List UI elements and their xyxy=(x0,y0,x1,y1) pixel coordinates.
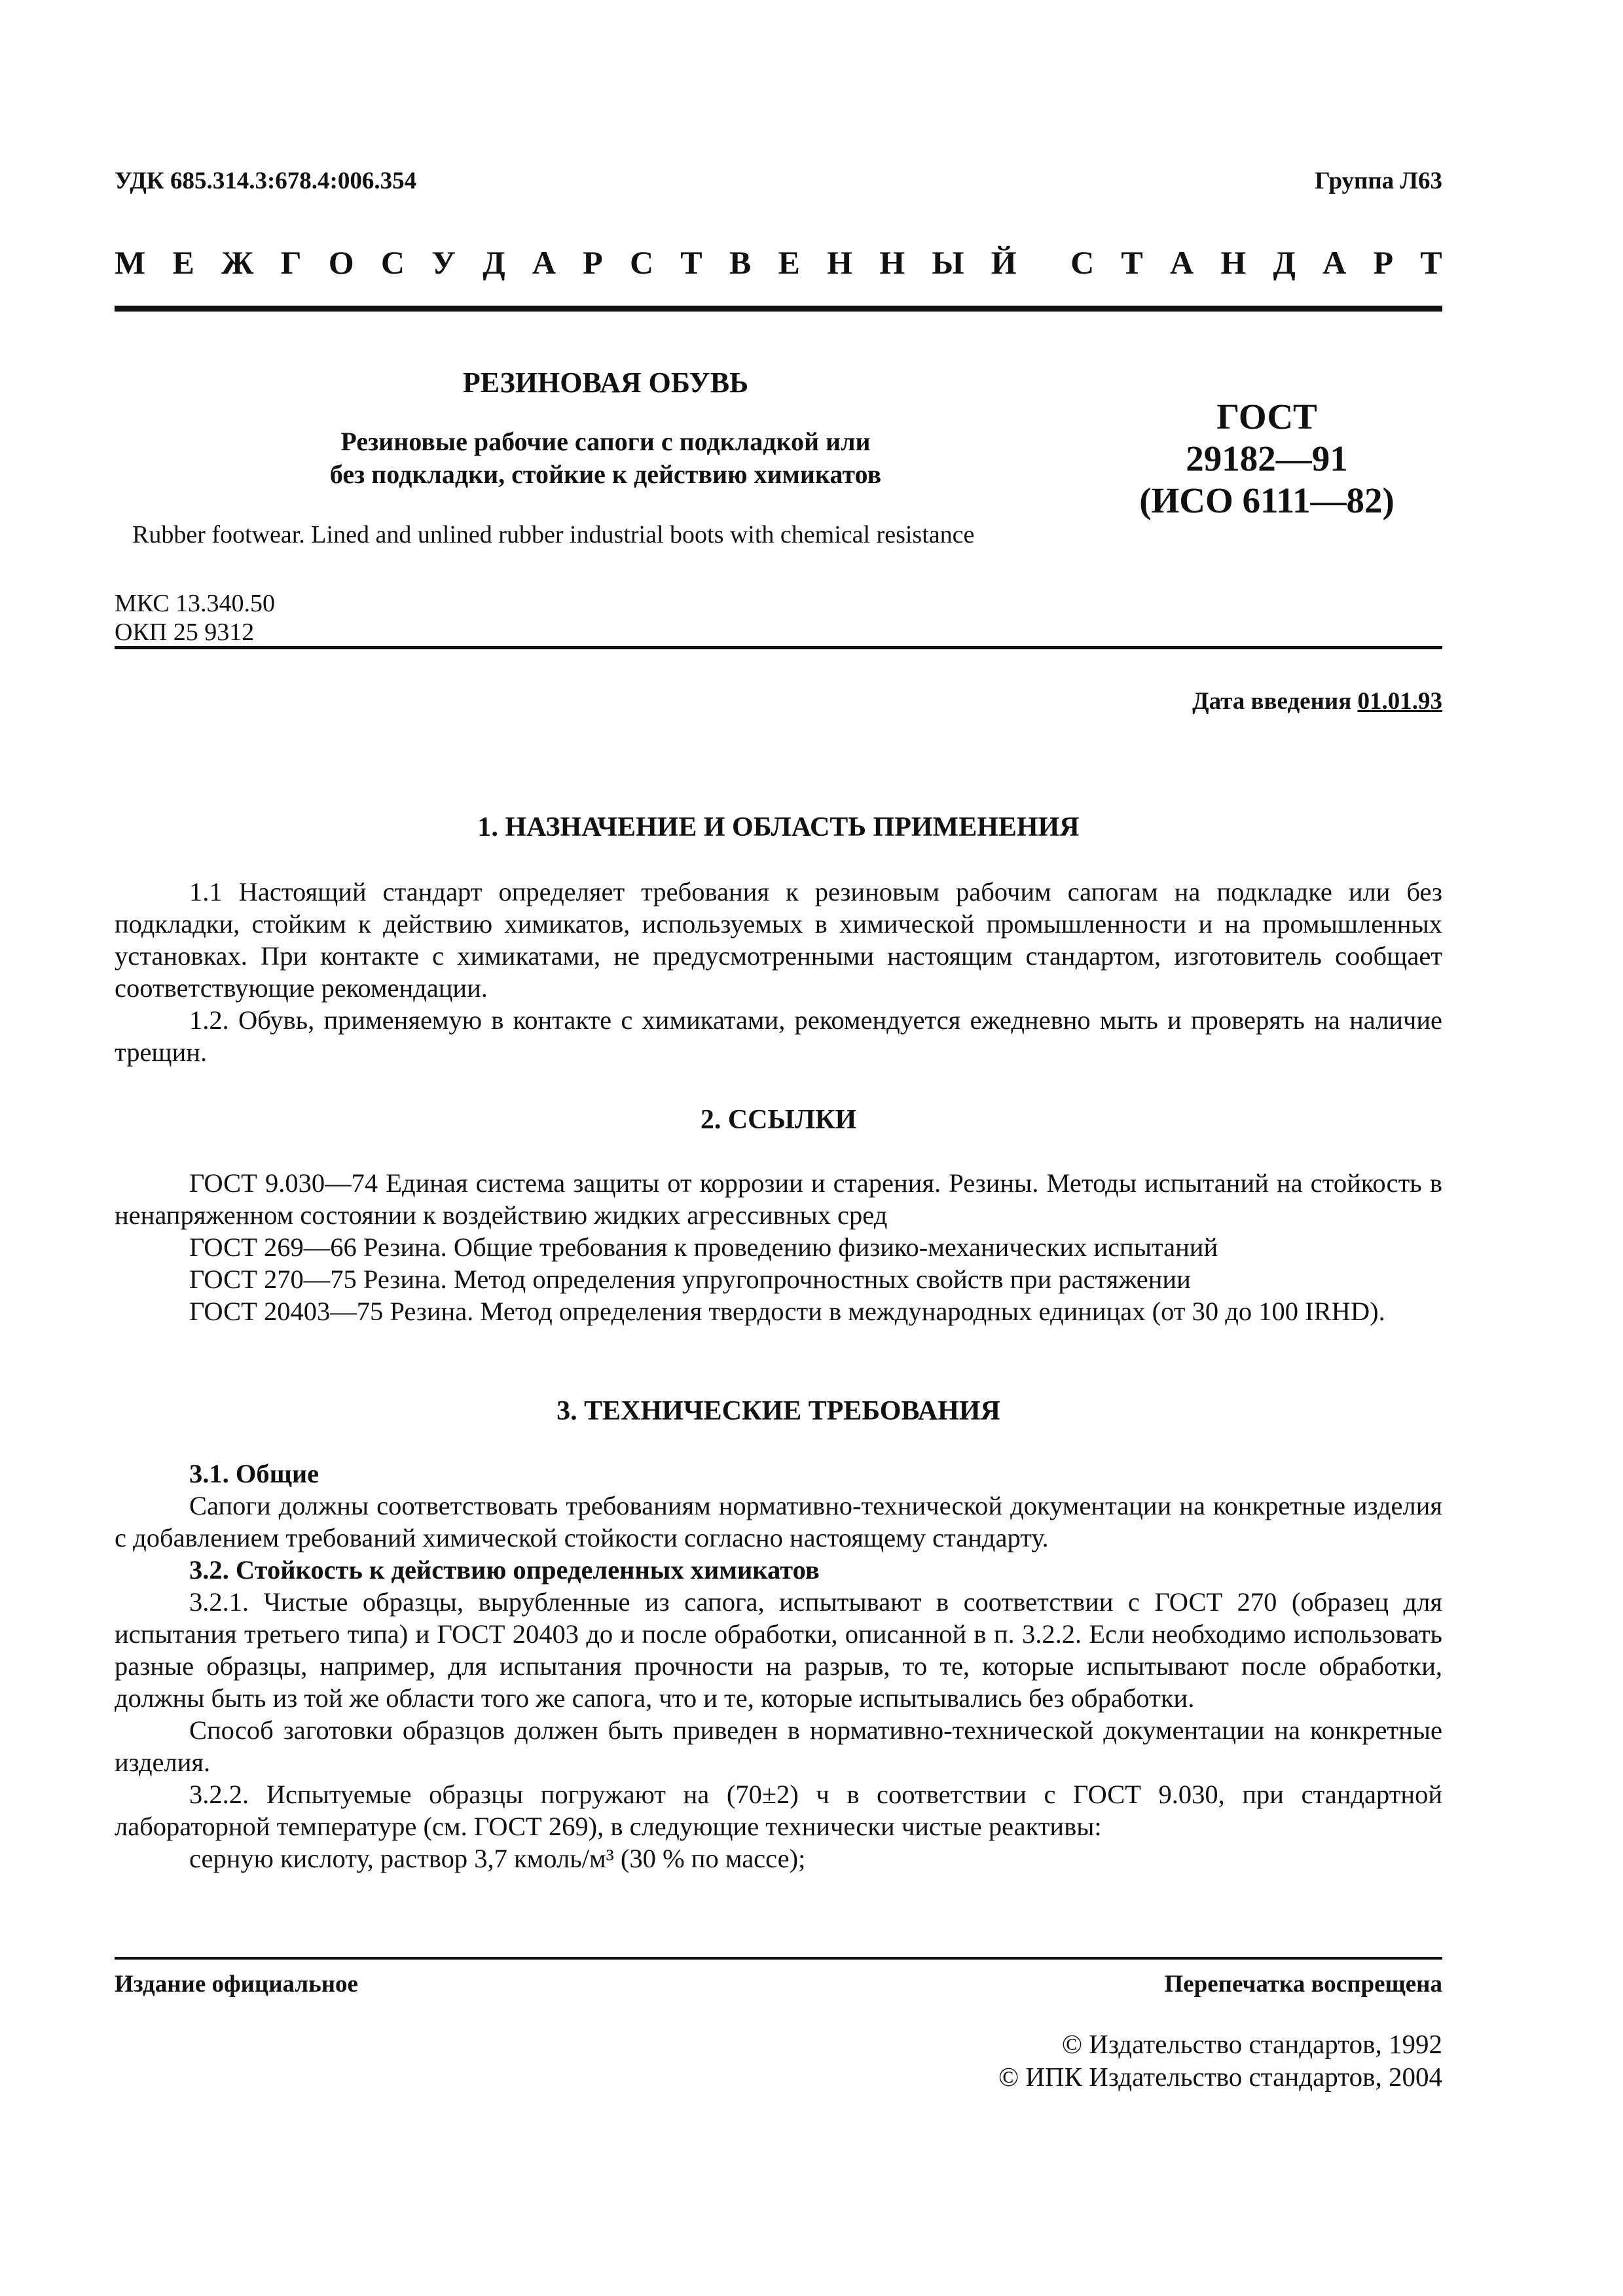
banner-letter: Г xyxy=(280,244,302,281)
banner-letter: О xyxy=(328,244,354,281)
paragraph-3-2-1: 3.2.1. Чистые образцы, вырубленные из сапога, испытывают в соответствии с ГОСТ 270 (образец для испытания третьего типа) и ГОСТ 20403 до и после обработки, описанной в п. 3.2.2. Если необходимо использовать разные образцы, например, для испытания прочности на разрыв, то те, которые испытывают после обработки, должны быть из той же области того же сапога, что и те, которые испытывались без обработки. xyxy=(115,1587,1442,1713)
paragraph-3-1: Сапоги должны соответствовать требованиям нормативно-технической документации на конкретные изделия с добавлением требований химической стойкости согласно настоящему стандарту. xyxy=(115,1491,1442,1552)
group-code: Группа Л63 xyxy=(1315,168,1442,194)
subtitle-line-1: Резиновые рабочие сапоги с подкладкой или xyxy=(340,427,871,456)
banner-letter: А xyxy=(1322,244,1347,281)
banner-letter: Н xyxy=(1220,244,1247,281)
banner-letter: Т xyxy=(1121,244,1143,281)
section-3-heading: 3. ТЕХНИЧЕСКИЕ ТРЕБОВАНИЯ xyxy=(556,1396,1000,1426)
banner-letter: С xyxy=(629,244,654,281)
banner-letter: Ы xyxy=(932,244,964,281)
section-1-heading: 1. НАЗНАЧЕНИЕ И ОБЛАСТЬ ПРИМЕНЕНИЯ xyxy=(477,812,1080,842)
subsection-3-1-heading: 3.1. Общие xyxy=(189,1459,319,1488)
section-3-body xyxy=(115,1458,1442,1874)
copyright-block xyxy=(998,2028,1442,2093)
subsection-3-2-heading: 3.2. Стойкость к действию определенных химикатов xyxy=(189,1555,820,1585)
banner-letter: Й xyxy=(991,244,1017,281)
banner-letter: У xyxy=(431,244,456,281)
banner-letter: С xyxy=(380,244,405,281)
banner-letter: Ж xyxy=(221,244,254,281)
title-divider xyxy=(115,646,1442,649)
subtitle-line-2: без подкладки, стойкие к действию химикатов xyxy=(329,459,882,489)
banner-letter: Е xyxy=(172,244,194,281)
banner-letter: В xyxy=(729,244,752,281)
banner-letter: А xyxy=(1170,244,1194,281)
footer-divider xyxy=(115,1957,1442,1960)
banner-letter: Н xyxy=(879,244,905,281)
banner-letter: С xyxy=(1070,244,1095,281)
banner-letter: А xyxy=(532,244,556,281)
official-edition-label: Издание официальное xyxy=(115,1971,358,1998)
intro-date-value: 01.01.93 xyxy=(1357,688,1442,715)
udk-code: УДК 685.314.3:678.4:006.354 xyxy=(115,168,417,194)
iso-code: (ИСО 6111—82) xyxy=(1139,480,1395,520)
interstate-standard-banner xyxy=(115,243,1442,281)
classification-codes xyxy=(115,589,275,647)
reference-item: ГОСТ 20403—75 Резина. Метод определения твердости в международных единицах (от 30 до 100 IRHD). xyxy=(189,1297,1385,1326)
mks-code: МКС 13.340.50 xyxy=(115,590,276,617)
gost-code: 29182—91 xyxy=(1186,439,1348,478)
paragraph-1-2: 1.2. Обувь, применяемую в контакте с химикатами, рекомендуется ежедневно мыть и проверять на наличие трещин. xyxy=(115,1005,1442,1067)
reference-item: ГОСТ 269—66 Резина. Общие требования к проведению физико-механических испытаний xyxy=(189,1232,1218,1262)
section-2-heading: 2. ССЫЛКИ xyxy=(700,1105,857,1135)
gost-label: ГОСТ xyxy=(1216,397,1317,437)
reprint-prohibited-label: Перепечатка воспрещена xyxy=(1164,1971,1442,1998)
copyright-1992: © Издательство стандартов, 1992 xyxy=(1061,2029,1442,2059)
banner-letter: Р xyxy=(1373,244,1394,281)
okp-code: ОКП 25 9312 xyxy=(115,619,255,646)
paragraph-sample-prep: Способ заготовки образцов должен быть приведен в нормативно-технической документации на конкретные изделия. xyxy=(115,1715,1442,1777)
banner-letter: Р xyxy=(583,244,603,281)
banner-letter: Т xyxy=(680,244,702,281)
reference-item: ГОСТ 270—75 Резина. Метод определения упругопрочностных свойств при растяжении xyxy=(189,1265,1191,1294)
copyright-2004: © ИПК Издательство стандартов, 2004 xyxy=(998,2062,1442,2092)
banner-letter: Д xyxy=(483,244,505,281)
english-title: Rubber footwear. Lined and unlined rubber industrial boots with chemical resistance xyxy=(132,521,975,548)
header-divider xyxy=(115,306,1442,312)
banner-letter: Н xyxy=(827,244,852,281)
banner-letter: Д xyxy=(1273,244,1296,281)
section-2-body xyxy=(115,1167,1442,1327)
paragraph-reagent-1: серную кислоту, раствор 3,7 кмоль/м³ (30 % по массе); xyxy=(189,1844,806,1873)
paragraph-1-1: 1.1 Настоящий стандарт определяет требования к резиновым рабочим сапогам на подкладке или без подкладки, стойким к действию химикатов, используемых в химической промышленности и на промышленных установках. При контакте с химикатами, не предусмотренными настоящим стандартом, изготовитель сообщает соответствующие рекомендации. xyxy=(115,877,1442,1003)
banner-letter: М xyxy=(115,244,146,281)
introduction-date xyxy=(1192,687,1442,715)
document-title: РЕЗИНОВАЯ ОБУВЬ xyxy=(462,367,749,399)
section-1-body xyxy=(115,876,1442,1068)
banner-letter: Е xyxy=(778,244,800,281)
reference-item: ГОСТ 9.030—74 Единая система защиты от коррозии и старения. Резины. Методы испытаний на стойкость в ненапряженном состоянии к воздействию жидких агрессивных сред xyxy=(115,1168,1442,1230)
document-subtitle xyxy=(115,425,1097,491)
gost-number xyxy=(1106,396,1427,522)
paragraph-3-2-2: 3.2.2. Испытуемые образцы погружают на (70±2) ч в соответствии с ГОСТ 9.030, при стандартной лабораторной температуре (см. ГОСТ 269), в следующие технически чистые реактивы: xyxy=(115,1780,1442,1841)
banner-letter: Т xyxy=(1420,244,1442,281)
intro-label: Дата введения xyxy=(1192,688,1358,715)
